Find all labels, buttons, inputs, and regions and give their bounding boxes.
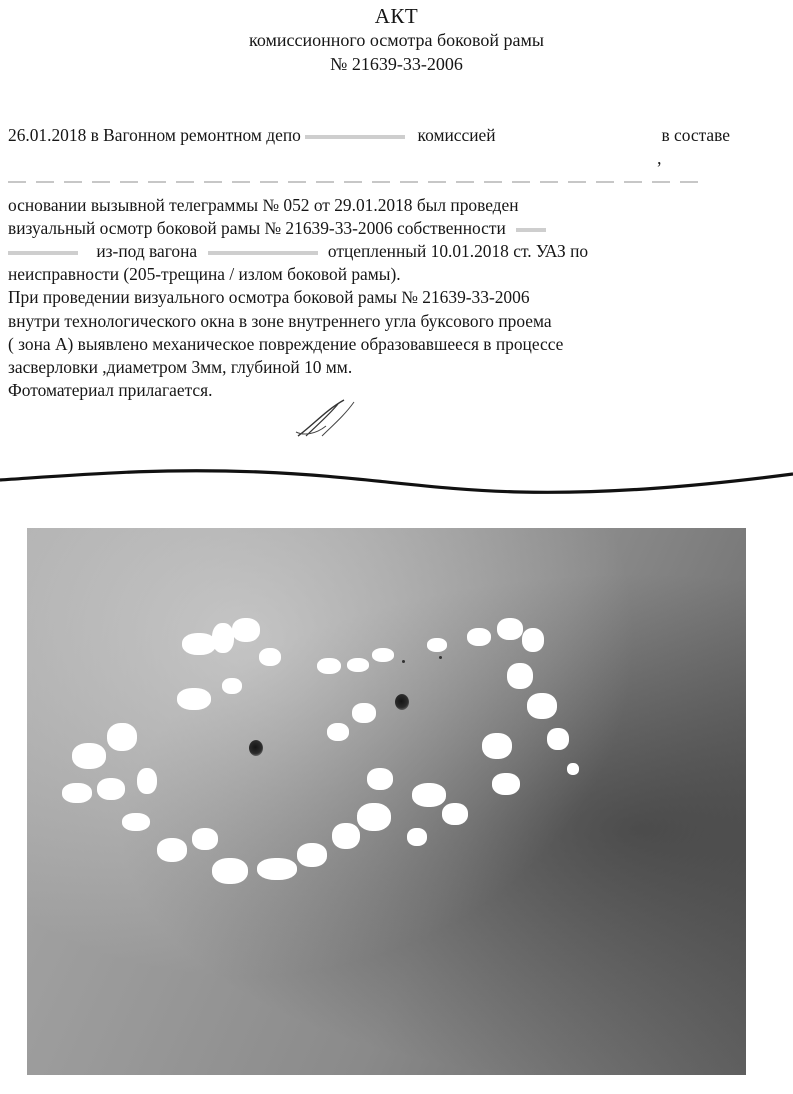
redacted-owner-cont [8,251,78,255]
body-line-8: При проведении визуального осмотра боковой рамы № 21639-33-2006 [8,287,530,308]
body-line-7: неисправности (205-трещина / излом боковой рамы). [8,264,401,285]
document-body [8,124,730,402]
redacted-depot-name [305,135,405,139]
line-2-tail: , [657,148,662,169]
uncoupled-text: отцепленный 10.01.2018 ст. УАЗ по [327,240,589,261]
drill-hole-left [249,740,263,756]
tear-divider [0,462,793,502]
redacted-wagon-number [208,251,318,255]
body-line-10: ( зона А) выявлено механическое повреждение образовавшееся в процессе [8,333,564,354]
body-line-1 [8,124,730,147]
document-header [0,4,793,76]
redacted-owner [516,228,546,232]
inspection-owner-text: визуальный осмотр боковой рамы № 21639-33-2006 собственности [8,217,506,238]
body-line-12: Фотоматериал прилагается. [8,380,213,401]
body-line-5 [8,217,730,240]
body-line-2 [8,147,730,170]
document-number: № 21639-33-2006 [330,54,463,74]
body-line-6 [8,240,730,263]
from-wagon-text: из-под вагона [96,240,198,261]
drill-hole-right [395,694,409,710]
redacted-commission-members [8,170,730,193]
date-depot-text: 26.01.2018 в Вагонном ремонтном депо [8,125,301,145]
body-line-11: засверловки ,диаметром 3мм, глубиной 10 мм. [8,356,353,377]
document-title: АКТ [374,4,419,28]
signature-mark [292,396,362,440]
document-subtitle: комиссионного осмотра боковой рамы [249,30,544,50]
damage-photo [27,528,746,1075]
in-composition-text: в составе [661,125,730,145]
body-line-9: внутри технологического окна в зоне внутреннего угла буксового проема [8,310,552,331]
commission-text: комиссией [417,125,496,145]
body-line-4: основании вызывной телеграммы № 052 от 29.01.2018 был проведен [8,194,519,215]
